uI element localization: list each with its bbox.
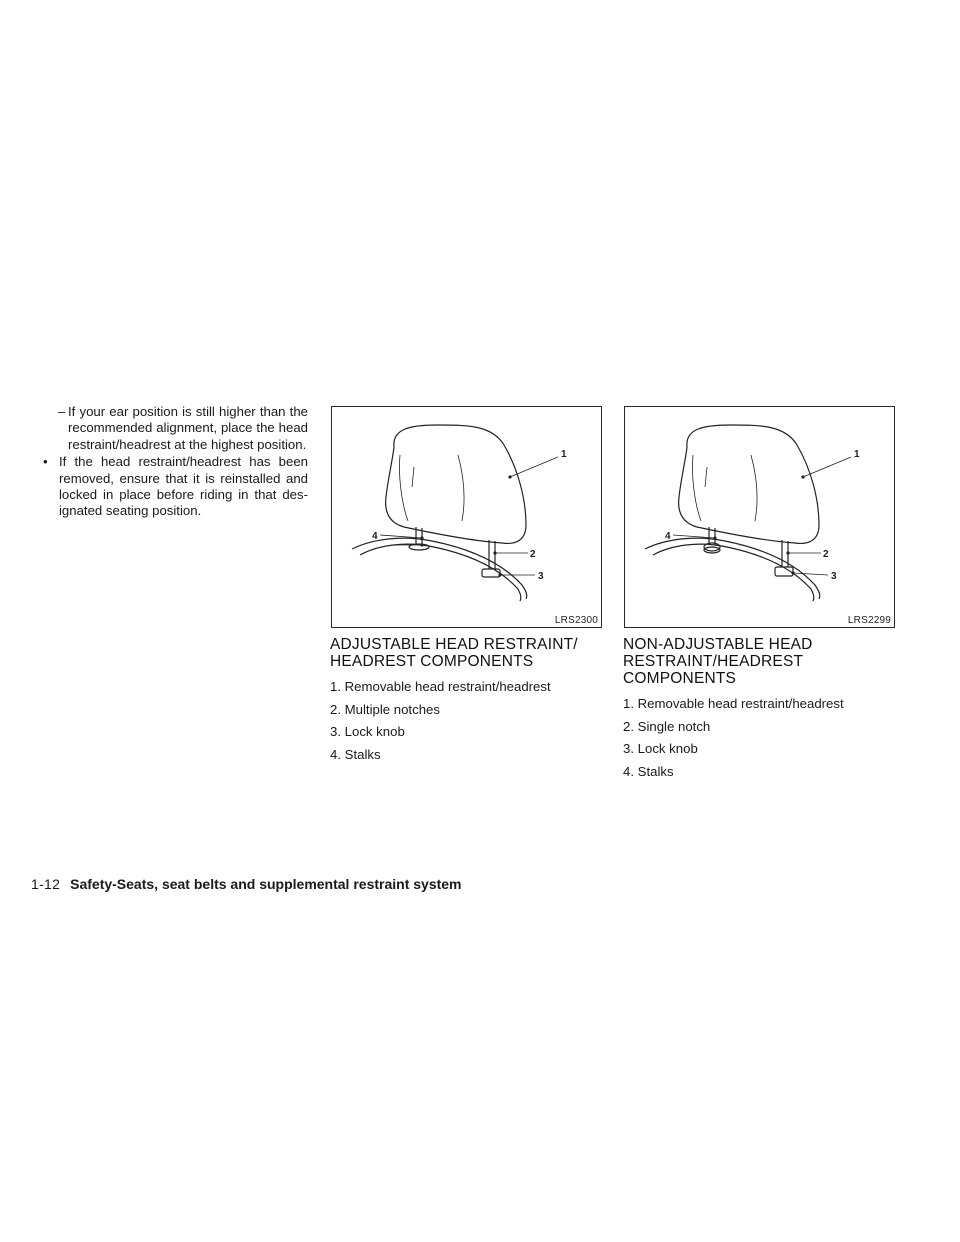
- list-item: 3. Lock knob: [330, 724, 405, 739]
- list-item: 3. Lock knob: [623, 741, 698, 756]
- left-column: [40, 404, 308, 520]
- page-footer: [31, 876, 462, 892]
- section-title: Safety-Seats, seat belts and supplemental restraint system: [70, 876, 462, 892]
- figure-code: LRS2299: [847, 615, 891, 626]
- head-restraint-illustration: [625, 407, 896, 629]
- bullet-list-item: [40, 454, 308, 520]
- component-list: [330, 679, 605, 763]
- callout-1: 1: [561, 449, 567, 460]
- callout-2: 2: [530, 549, 536, 560]
- figure-non-adjustable-head-restraint: [624, 406, 895, 628]
- section-heading: ADJUSTABLE HEAD RESTRAINT/ HEADREST COMPONENTS: [330, 636, 578, 670]
- figure-code: LRS2300: [554, 615, 598, 626]
- bullet-item-text: If the head restraint/headrest has been removed, ensure that it is reinstalled and locked in place before riding in that des-ignated seating position.: [59, 454, 308, 519]
- head-restraint-illustration: [332, 407, 603, 629]
- list-item: 1. Removable head restraint/headrest: [330, 679, 551, 694]
- section-adjustable-components: [330, 636, 605, 769]
- dash-marker: –: [58, 404, 66, 419]
- callout-3: 3: [831, 571, 837, 582]
- dash-list-item: [40, 404, 308, 453]
- callout-1: 1: [854, 449, 860, 460]
- callout-4: 4: [665, 531, 671, 542]
- list-item: 2. Single notch: [623, 718, 711, 734]
- callout-4: 4: [372, 531, 378, 542]
- list-item: 1. Removable head restraint/headrest: [623, 696, 844, 711]
- component-list: [623, 696, 898, 780]
- list-item: 2. Multiple notches: [330, 701, 440, 717]
- callout-3: 3: [538, 571, 544, 582]
- page-number: 1-12: [31, 876, 61, 892]
- bullet-marker: •: [43, 454, 48, 470]
- list-item: 4. Stalks: [330, 746, 381, 762]
- dash-item-text: If your ear position is still higher than the recommended alignment, place the head restraint/headrest at the highest position.: [68, 404, 308, 452]
- list-item: 4. Stalks: [623, 763, 674, 779]
- section-non-adjustable-components: [623, 636, 898, 786]
- section-heading: NON-ADJUSTABLE HEAD RESTRAINT/HEADREST COMPONENTS: [623, 636, 813, 687]
- figure-adjustable-head-restraint: [331, 406, 602, 628]
- callout-2: 2: [823, 549, 829, 560]
